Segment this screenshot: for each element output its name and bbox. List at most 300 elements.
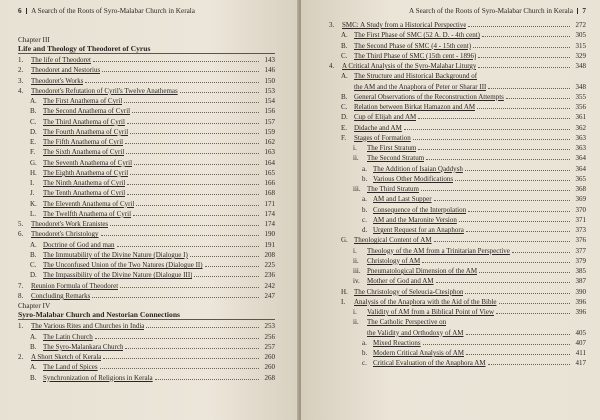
toc-entry-title: The Fifth Anathema of Cyril (43, 138, 124, 147)
left-page-number: 6 (18, 7, 22, 15)
toc-entry-title: Theological Content of AM (354, 236, 432, 245)
toc-entry-title: The Latin Church (43, 332, 93, 341)
toc-entry-number: B. (341, 92, 348, 101)
toc-entry-title: Theodoret's Works (31, 76, 84, 85)
toc-entry-number: i. (353, 308, 357, 316)
toc-entry (18, 76, 275, 86)
toc-entry-number: A. (341, 72, 348, 81)
dot-leader (124, 102, 259, 103)
toc-entry-number: B. (341, 41, 348, 50)
toc-entry-title: Reunion Formula of Theodoret (31, 281, 119, 290)
toc-entry-title: The First Anathema of Cyril (43, 97, 123, 106)
toc-entry (18, 137, 275, 147)
toc-entry-number: J. (30, 189, 35, 198)
right-page-number: 7 (582, 7, 586, 15)
toc-entry-number: iv. (353, 277, 360, 286)
toc-entry (18, 342, 275, 352)
toc-entry-page: 411 (575, 349, 586, 357)
toc-entry-title: The Second Stratum (367, 154, 425, 163)
toc-entry-title: Doctrine of God and man (43, 240, 115, 249)
toc-entry-title: The Addition of Isaian Qaddysh (373, 164, 463, 173)
toc-entry-title: The Eleventh Anathema of Cyril (43, 199, 135, 208)
toc-entry (18, 362, 275, 372)
toc-entry-number: a. (362, 164, 367, 173)
toc-entry-page: 396 (575, 297, 586, 306)
toc-entry-page: 236 (264, 271, 275, 280)
toc-entry-number: 2. (18, 66, 24, 75)
toc-entry-number: D. (30, 127, 37, 136)
dot-leader (422, 262, 570, 263)
dot-leader (477, 108, 570, 109)
toc-entry-number: L. (30, 209, 37, 218)
toc-entry (329, 41, 586, 51)
dot-leader (466, 334, 570, 335)
dot-leader (194, 276, 259, 277)
toc-entry (329, 246, 586, 256)
dot-leader (92, 297, 259, 298)
toc-entry-number: F. (30, 148, 36, 157)
dot-leader (413, 139, 570, 140)
toc-entry-page: 396 (575, 308, 586, 316)
toc-entry-title: The Land of Spices (43, 363, 98, 372)
dot-leader (155, 379, 259, 380)
toc-entry (329, 164, 586, 174)
toc-entry-title: A Short Sketch of Kerala (31, 353, 102, 362)
dot-leader (134, 164, 259, 165)
toc-entry-title: AM and the Maronite Version (373, 215, 457, 224)
divider-bar (26, 8, 28, 14)
toc-entry-page: 143 (264, 56, 275, 65)
dot-leader (434, 200, 570, 201)
toc-entry (329, 112, 586, 122)
toc-entry (329, 215, 586, 225)
toc-entry (329, 205, 586, 215)
dot-leader (418, 118, 570, 119)
chapter-title: Syro-Malabar Church and Nestorian Connections (18, 310, 275, 320)
toc-entry (329, 338, 586, 348)
toc-entry (18, 96, 275, 106)
toc-entry (18, 373, 275, 383)
dot-leader (126, 153, 259, 154)
dot-leader (465, 293, 570, 294)
toc-entry-number: 1. (18, 56, 24, 65)
toc-entry-title: The Eighth Anathema of Cyril (43, 168, 129, 177)
toc-entry-number: D. (30, 271, 37, 280)
toc-entry-page: 305 (575, 31, 586, 40)
toc-entry-page: 154 (264, 97, 275, 106)
dot-leader (85, 82, 259, 83)
toc-entry-number: A. (30, 363, 37, 372)
dot-leader (180, 92, 259, 93)
toc-entry-page: 355 (575, 92, 586, 101)
toc-entry-page: 191 (264, 240, 275, 249)
toc-entry-page: 257 (264, 342, 275, 351)
toc-entry-number: C. (30, 117, 37, 126)
dot-leader (482, 36, 570, 37)
chapter-title: Life and Theology of Theodoret of Cyrus (18, 44, 275, 54)
dot-leader (127, 194, 259, 195)
toc-entry (329, 328, 586, 338)
toc-entry-page: 315 (575, 41, 586, 50)
toc-entry-number: c. (362, 215, 367, 224)
toc-entry-page: 165 (264, 168, 275, 177)
toc-entry-page: 361 (575, 113, 586, 122)
toc-entry-title: The life of Theodoret (31, 56, 91, 65)
toc-entry-page: 407 (575, 338, 586, 347)
toc-entry-page: 162 (264, 138, 275, 147)
left-page (0, 0, 299, 420)
toc-entry-page: 376 (575, 236, 586, 245)
divider-bar (577, 8, 579, 14)
toc-entry-title: Christology of AM (367, 256, 421, 265)
toc-entry-title: the Validity and Orthodoxy of AM (367, 328, 464, 337)
dot-leader (130, 174, 259, 175)
toc-entry (18, 158, 275, 168)
dot-leader (421, 190, 570, 191)
dot-leader (190, 256, 259, 257)
toc-entry-page: 385 (575, 267, 586, 275)
toc-entry-number: A. (30, 240, 37, 249)
dot-leader (478, 57, 570, 58)
toc-entry-title: Mother of God and AM (367, 277, 434, 286)
toc-entry-number: i. (353, 144, 357, 152)
toc-list-continued (329, 20, 586, 369)
toc-entry-number: 4. (18, 86, 24, 95)
dot-leader (459, 221, 570, 222)
toc-entry-page: 146 (264, 66, 275, 75)
toc-entry-page: 156 (264, 107, 275, 116)
dot-leader (100, 368, 259, 369)
toc-entry-title: Cup of Elijah and AM (354, 113, 417, 122)
toc-entry-title: A Critical Analysis of the Syro-Malabar Liturgy (342, 62, 477, 70)
toc-entry-page: 253 (264, 322, 275, 331)
dot-leader (423, 344, 570, 345)
toc-entry-title: Consequence of the Interpolation (373, 205, 467, 214)
toc-entry-number: i. (353, 246, 357, 255)
toc-list-chapter-iii (18, 55, 275, 301)
toc-entry-title: Theology of the AM from a Trinitarian Perspective (367, 246, 510, 255)
toc-entry-number: 7. (18, 281, 24, 290)
dot-leader (133, 215, 259, 216)
dot-leader (136, 205, 259, 206)
toc-entry-number: C. (341, 51, 348, 60)
dot-leader (120, 287, 259, 288)
dot-leader (506, 98, 570, 99)
toc-entry-page: 365 (575, 174, 586, 183)
toc-entry-title: Concluding Remarks (31, 291, 91, 300)
toc-entry-title: The Unconfused Union of the Two Natures (Dialogue II) (43, 261, 203, 270)
dot-leader (205, 266, 259, 267)
dot-leader (466, 354, 570, 355)
toc-entry (18, 86, 275, 96)
toc-entry-number: 8. (18, 291, 24, 300)
toc-entry-page: 369 (575, 195, 586, 204)
toc-entry (18, 188, 275, 198)
toc-entry-number: C. (341, 103, 348, 111)
toc-entry (329, 307, 586, 317)
dot-leader (478, 67, 570, 68)
toc-entry-page: 364 (575, 164, 586, 173)
toc-entry-page: 150 (264, 76, 275, 85)
toc-entry-title: Modern Critical Analysis of AM (373, 349, 464, 357)
toc-entry (18, 332, 275, 342)
toc-entry-number: 3. (329, 21, 335, 29)
toc-entry-number: E. (30, 138, 37, 147)
toc-entry (18, 55, 275, 65)
toc-entry-number: A. (341, 31, 348, 40)
toc-entry-title: Analysis of the Anaphora with the Aid of the Bible (354, 297, 497, 306)
toc-entry-number: a. (362, 338, 367, 347)
toc-entry (18, 260, 275, 270)
toc-entry-title: The Twelfth Anathema of Cyril (43, 209, 132, 218)
toc-entry (329, 266, 586, 276)
toc-entry (18, 199, 275, 209)
dot-leader (455, 180, 570, 181)
toc-entry-title: The Structure and Historical Background of (354, 72, 478, 81)
toc-entry-title: The Impassibility of the Divine Nature (Dialogue III) (43, 271, 193, 280)
dot-leader (110, 225, 259, 226)
dot-leader (512, 252, 570, 253)
toc-entry-page: 225 (264, 261, 275, 270)
toc-entry-number: b. (362, 349, 368, 357)
toc-entry (18, 229, 275, 239)
toc-entry-title: Critical Evaluation of the Anaphora AM (373, 359, 486, 368)
toc-entry-number: I. (341, 297, 346, 306)
toc-entry-title: the AM and the Anaphora of Peter or Sharar III (354, 82, 487, 91)
toc-entry-title: The Ninth Anathema of Cyril (43, 179, 126, 188)
toc-entry-number: ii. (353, 256, 359, 265)
dot-leader (426, 159, 570, 160)
toc-entry-page: 174 (264, 209, 275, 218)
toc-entry-title: The First Stratum (367, 144, 417, 152)
toc-entry-title: The Sixth Anathema of Cyril (43, 148, 125, 157)
toc-entry (329, 317, 586, 327)
toc-entry (329, 82, 586, 92)
toc-entry (18, 209, 275, 219)
right-running-head-title: A Search of the Roots of Syro-Malabar Church in Kerala (409, 7, 573, 15)
toc-entry-title: Various Other Modifications (373, 174, 454, 183)
toc-entry-number: b. (362, 205, 368, 214)
toc-entry (329, 174, 586, 184)
toc-entry (329, 20, 586, 30)
toc-entry (329, 153, 586, 163)
toc-entry-title: The Second Anathema of Cyril (43, 107, 131, 116)
toc-entry (18, 240, 275, 250)
toc-entry-title: The Tenth Anathema of Cyril (43, 189, 126, 198)
toc-entry-title: Theodoret's Christology (31, 230, 99, 239)
toc-entry-page: 417 (575, 359, 586, 368)
toc-entry (329, 256, 586, 266)
dot-leader (488, 88, 570, 89)
toc-entry-number: D. (341, 113, 348, 122)
toc-entry-number: I. (30, 179, 35, 188)
toc-entry (18, 65, 275, 75)
toc-entry (329, 225, 586, 235)
toc-entry-number: c. (362, 359, 367, 368)
toc-entry (329, 123, 586, 133)
toc-entry-number: B. (30, 342, 37, 351)
toc-entry-title: Pneumatological Dimension of the AM (367, 267, 478, 275)
toc-entry-number: d. (362, 226, 368, 234)
toc-entry-number: a. (362, 195, 367, 204)
dot-leader (93, 61, 259, 62)
dot-leader (418, 149, 570, 150)
toc-entry-title: Theodoret's Refutation of Cyril's Twelve Anathemas (31, 86, 178, 95)
toc-entry-number: 1. (18, 322, 24, 331)
right-page (301, 0, 600, 420)
dot-leader (95, 338, 259, 339)
dot-leader (436, 282, 571, 283)
toc-entry-title: Validity of AM from a Biblical Point of View (367, 308, 494, 316)
toc-entry-title: Stages of Formation (354, 133, 411, 142)
toc-entry-title: Didache and AM (354, 123, 402, 132)
toc-entry-title: General Observations of the Reconstruction Attempts (354, 92, 504, 101)
toc-entry (18, 291, 275, 301)
toc-entry-page: 371 (575, 215, 586, 224)
toc-entry-number: 5. (18, 220, 24, 229)
dot-leader (434, 241, 570, 242)
toc-list-chapter-iv (18, 321, 275, 383)
toc-entry (329, 184, 586, 194)
left-running-head-title: A Search of the Roots of Syro-Malabar Church in Kerala (31, 7, 195, 15)
toc-entry (329, 235, 586, 245)
toc-entry-title: The Seventh Anathema of Cyril (43, 158, 133, 167)
toc-entry-number: G. (30, 158, 37, 167)
right-running-head (329, 6, 586, 16)
dot-leader (125, 348, 259, 349)
toc-entry-title: The Third Phase of SMC (15th cent - 1896) (354, 51, 477, 60)
toc-entry-page: 153 (264, 86, 275, 95)
toc-entry (18, 250, 275, 260)
toc-entry-number: B. (30, 373, 37, 382)
dot-leader (473, 47, 570, 48)
toc-entry (18, 281, 275, 291)
toc-entry (329, 297, 586, 307)
toc-entry (329, 51, 586, 61)
toc-entry (18, 270, 275, 280)
toc-entry-number: 2. (18, 353, 24, 362)
toc-entry-page: 242 (264, 281, 275, 290)
chapter-label: Chapter III (18, 36, 50, 44)
toc-entry-number: H. (341, 287, 348, 296)
dot-leader (101, 235, 259, 236)
toc-entry-page: 390 (575, 287, 586, 296)
toc-entry (18, 117, 275, 127)
toc-entry-number: 3. (18, 76, 24, 85)
dot-leader (496, 313, 570, 314)
toc-entry-page: 260 (264, 353, 275, 362)
toc-entry-page: 379 (575, 256, 586, 265)
dot-leader (102, 71, 259, 72)
toc-entry-page: 268 (264, 373, 275, 382)
toc-entry (18, 127, 275, 137)
toc-entry-page: 159 (264, 127, 275, 136)
toc-entry-number: C. (30, 261, 37, 270)
toc-entry (329, 61, 586, 71)
toc-entry-number: B. (30, 250, 37, 259)
toc-entry (329, 358, 586, 368)
toc-entry (18, 219, 275, 229)
toc-entry (329, 30, 586, 40)
toc-entry-title: The Immutability of the Divine Nature (Dialogue I) (43, 250, 188, 259)
dot-leader (127, 123, 259, 124)
toc-entry-page: 166 (264, 179, 275, 188)
toc-entry-number: K. (30, 199, 37, 208)
toc-entry-number: iii. (353, 267, 361, 275)
toc-entry-title: The Various Rites and Churches in India (31, 322, 145, 331)
toc-entry-title: AM and Last Supper (373, 195, 432, 204)
toc-entry-number: G. (341, 236, 348, 245)
dot-leader (488, 364, 570, 365)
toc-entry-page: 377 (575, 246, 586, 255)
dot-leader (146, 327, 259, 328)
toc-entry-title: The Christology of Seleucia-Ctesiphon (354, 287, 464, 296)
toc-entry-page: 373 (575, 226, 586, 234)
dot-leader (468, 26, 570, 27)
toc-entry-page: 363 (575, 144, 586, 152)
toc-entry-page: 247 (264, 291, 275, 300)
toc-entry (18, 178, 275, 188)
toc-entry-page: 348 (575, 82, 586, 91)
toc-entry-number: A. (30, 332, 37, 341)
toc-entry-number: 4. (329, 62, 335, 70)
toc-entry-title: Relation between Birkat Hamazon and AM (354, 103, 476, 111)
toc-entry-page: 256 (264, 332, 275, 341)
dot-leader (465, 170, 570, 171)
toc-entry (329, 71, 586, 81)
toc-entry-page: 348 (575, 62, 586, 70)
toc-entry (18, 147, 275, 157)
toc-entry-title: The Syro-Malankara Church (43, 342, 124, 351)
dot-leader (130, 133, 259, 134)
toc-entry (329, 276, 586, 286)
toc-entry-page: 260 (264, 363, 275, 372)
toc-entry-number: F. (341, 133, 347, 142)
toc-entry-number: ii. (353, 318, 359, 327)
toc-entry-number: A. (30, 97, 37, 106)
dot-leader (103, 358, 259, 359)
dot-leader (499, 303, 570, 304)
toc-entry-number: 6. (18, 230, 24, 239)
toc-entry (329, 287, 586, 297)
toc-entry-page: 329 (575, 51, 586, 60)
toc-entry-title: The Fourth Anathema of Cyril (43, 127, 129, 136)
toc-entry (329, 102, 586, 112)
dot-leader (479, 272, 570, 273)
dot-leader (466, 231, 570, 232)
dot-leader (127, 184, 259, 185)
toc-entry-title: Theodoret's Work Eranistes (31, 220, 109, 229)
toc-entry-page: 171 (264, 199, 275, 208)
toc-entry-page: 190 (264, 230, 275, 239)
toc-entry-page: 362 (575, 123, 586, 132)
toc-entry-page: 356 (575, 103, 586, 111)
chapter-label: Chapter IV (18, 302, 51, 311)
toc-entry-page: 208 (264, 250, 275, 259)
toc-entry-page: 272 (575, 21, 586, 29)
left-running-head (18, 6, 275, 16)
dot-leader (404, 129, 570, 130)
toc-entry (18, 321, 275, 331)
toc-entry (329, 92, 586, 102)
toc-entry (329, 348, 586, 358)
toc-entry-page: 363 (575, 133, 586, 142)
toc-entry-number: E. (341, 123, 348, 132)
toc-entry-title: The Second Phase of SMC (4 - 15th cent) (354, 41, 472, 50)
toc-entry-page: 163 (264, 148, 275, 157)
toc-entry-title: Synchronization of Religions in Kerala (43, 373, 153, 382)
toc-entry (329, 143, 586, 153)
